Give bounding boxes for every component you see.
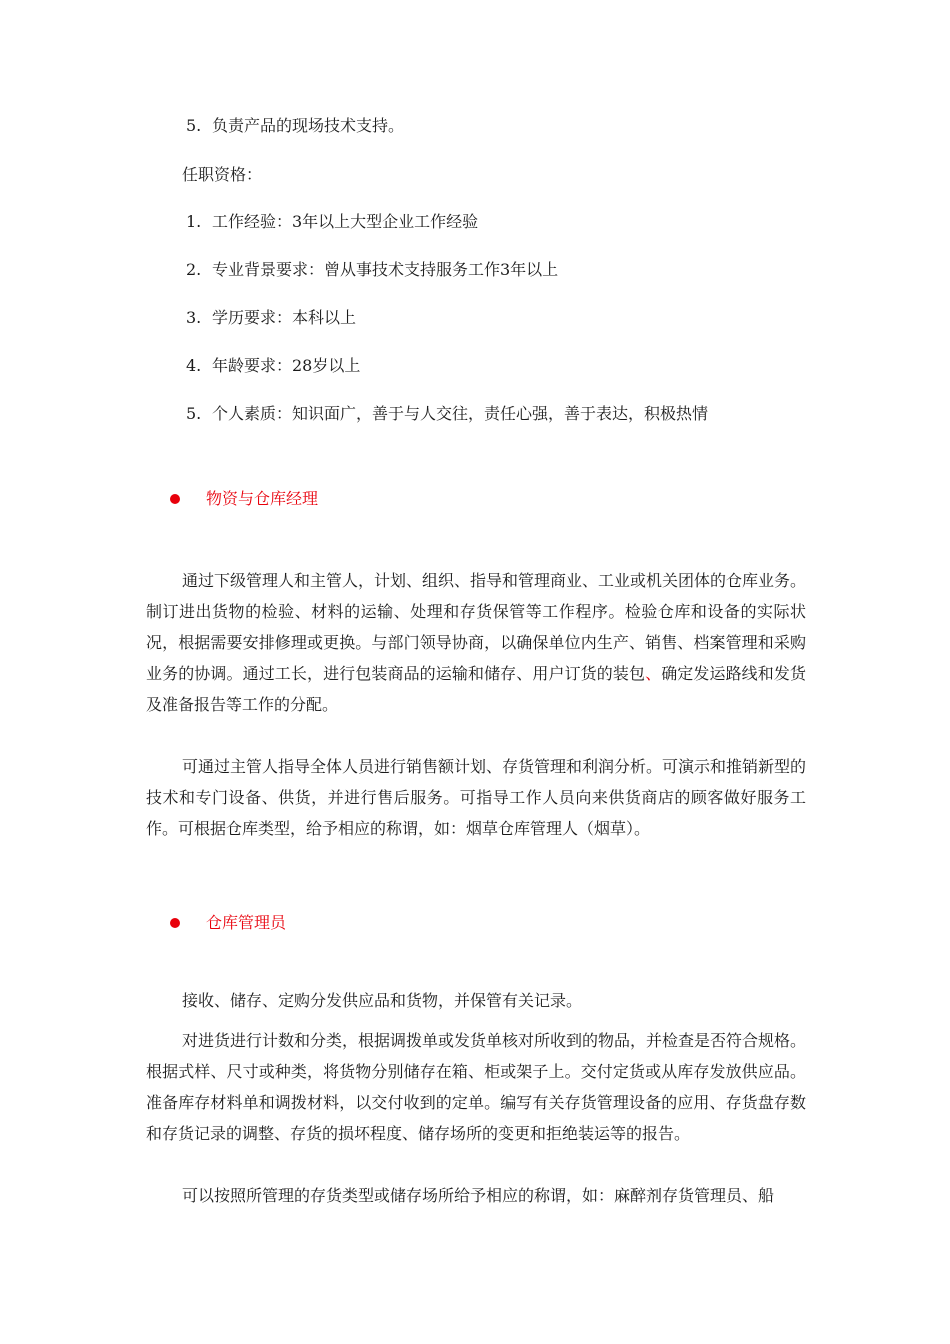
qualifications-title: 任职资格： <box>182 165 263 184</box>
list-number: 1. <box>186 212 202 231</box>
list-item <box>186 356 360 376</box>
list-item <box>186 404 708 424</box>
paragraph <box>146 565 806 720</box>
list-text: 年龄要求：28岁以上 <box>212 356 361 375</box>
list-number: 5. <box>186 404 202 423</box>
paragraph-text: 确定发运路线和发货及准备报告等工作的分配。 <box>146 664 806 714</box>
list-text: 负责产品的现场技术支持。 <box>212 116 405 135</box>
section-heading-warehouse-keeper: 仓库管理员 <box>206 913 287 932</box>
list-text: 专业背景要求：曾从事技术支持服务工作3年以上 <box>212 260 559 279</box>
list-item <box>186 212 478 232</box>
paragraph: 接收、储存、定购分发供应品和货物，并保管有关记录。 <box>182 991 583 1010</box>
bullet-icon <box>170 494 180 504</box>
list-number: 5. <box>186 116 202 135</box>
list-item <box>186 260 558 280</box>
section-heading-warehouse-manager: 物资与仓库经理 <box>206 489 319 508</box>
red-punctuation: 、 <box>645 664 662 683</box>
paragraph: 可以按照所管理的存货类型或储存场所给予相应的称谓，如：麻醉剂存货管理员、船 <box>182 1186 775 1205</box>
list-item <box>186 308 356 328</box>
bullet-icon <box>170 918 180 928</box>
list-text: 学历要求：本科以上 <box>212 308 357 327</box>
list-number: 2. <box>186 260 202 279</box>
list-number: 4. <box>186 356 202 375</box>
list-number: 3. <box>186 308 202 327</box>
list-item <box>186 116 404 136</box>
paragraph: 对进货进行计数和分类，根据调拨单或发货单核对所收到的物品，并检查是否符合规格。根据式样、尺寸或种类，将货物分别储存在箱、柜或架子上。交付定货或从库存发放供应品。准备库存材料单和调拨材料，以交付收到的定单。编写有关存货管理设备的应用、存货盘存数和存货记录的调整、存货的损坏程度、储存场所的变更和拒绝装运等的报告。 <box>146 1031 807 1143</box>
list-text: 工作经验：3年以上大型企业工作经验 <box>212 212 479 231</box>
list-text: 个人素质：知识面广，善于与人交往，责任心强，善于表达，积极热情 <box>212 404 709 423</box>
paragraph: 可通过主管人指导全体人员进行销售额计划、存货管理和利润分析。可演示和推销新型的技术和专门设备、供货，并进行售后服务。可指导工作人员向来供货商店的顾客做好服务工作。可根据仓库类型，给予相应的称谓，如：烟草仓库管理人（烟草）。 <box>146 757 807 838</box>
paragraph-text: 通过下级管理人和主管人，计划、组织、指导和管理商业、工业或机关团体的仓库业务。制订进出货物的检验、材料的运输、处理和存货保管等工作程序。检验仓库和设备的实际状况，根据需要安排修理或更换。与部门领导协商，以确保单位内生产、销售、档案管理和采购业务的协调。通过工长，进行包装商品的运输和储存、用户订货的装包 <box>146 571 807 683</box>
